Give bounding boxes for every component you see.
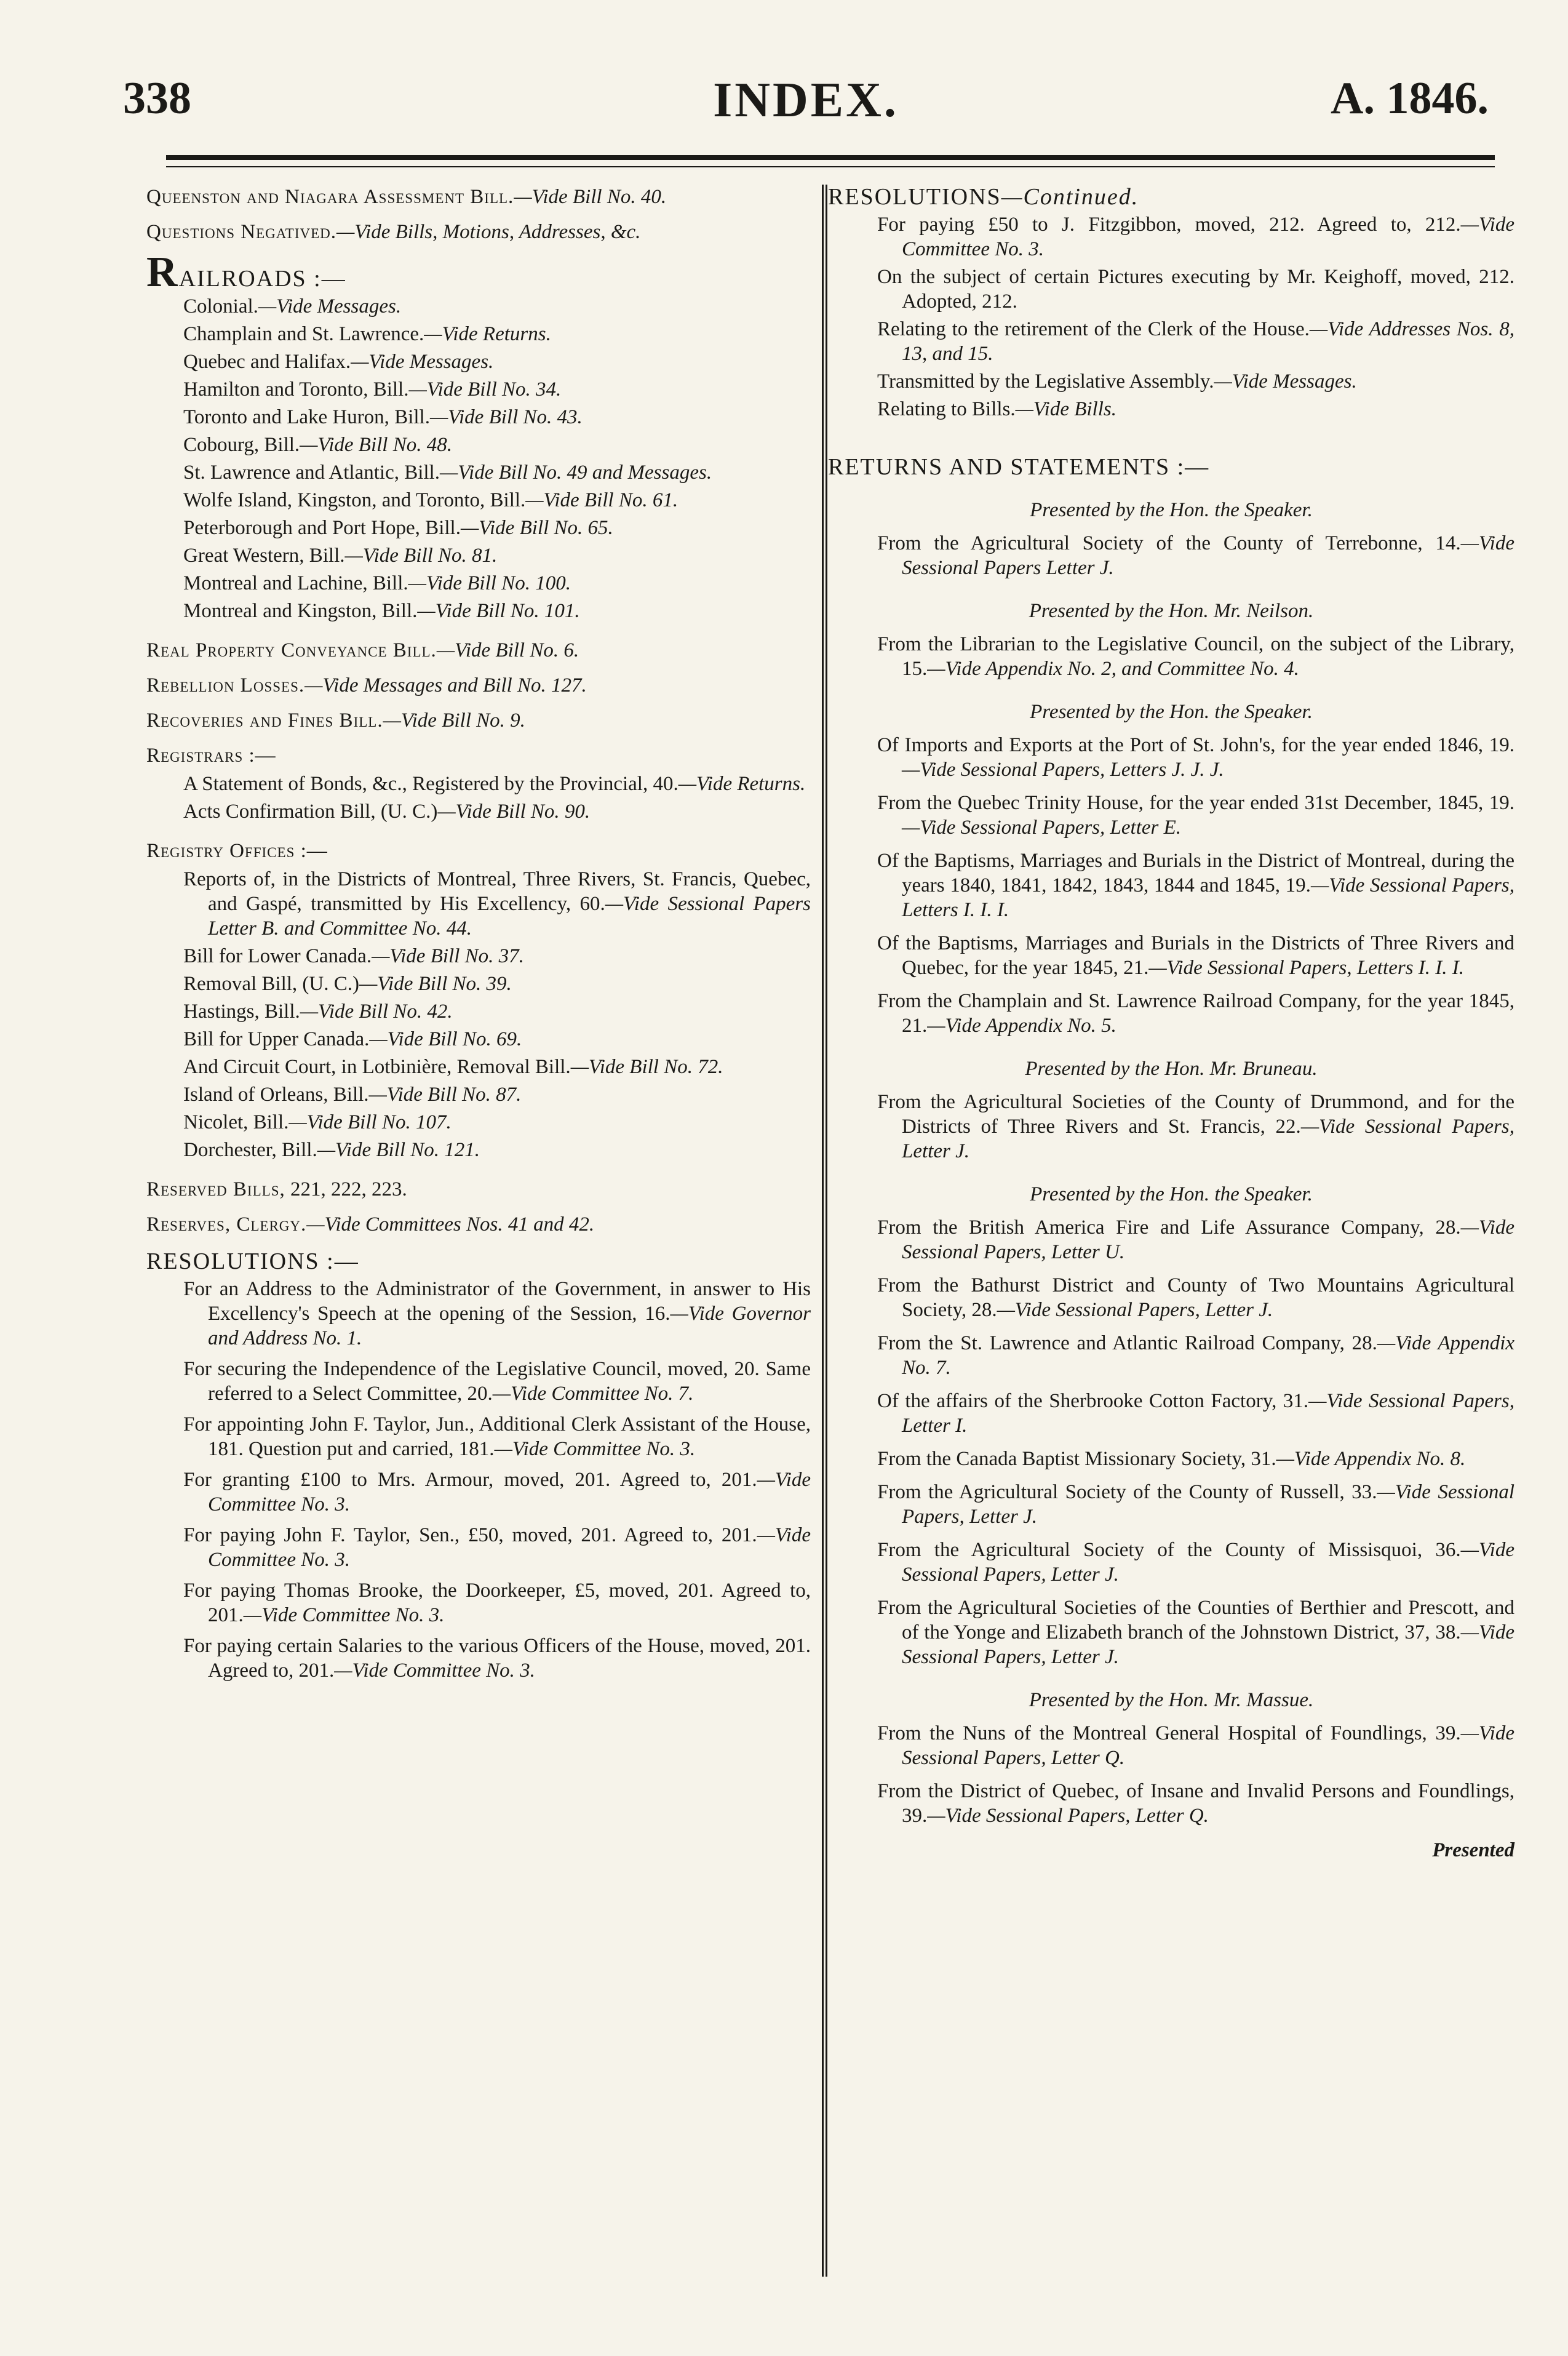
sub-entry: Acts Confirmation Bill, (U. C.)—Vide Bill No. 90. [183, 801, 591, 823]
sub-entry: Removal Bill, (U. C.)—Vide Bill No. 39. [183, 973, 512, 995]
sub-entry: From the British America Fire and Life Assurance Company, 28.—Vide Sessional Papers, Letter U. [877, 1216, 1514, 1263]
section-heading-registrars: Registrars :— [146, 745, 276, 767]
index-entry: Questions Negatived.—Vide Bills, Motions, Addresses, &c. [146, 221, 641, 243]
section-heading-registry-offices: Registry Offices :— [146, 840, 328, 862]
section-heading-returns: RETURNS AND STATEMENTS :— [828, 454, 1210, 480]
sub-entry: For paying £50 to J. Fitzgibbon, moved, 212. Agreed to, 212.—Vide Committee No. 3. [877, 214, 1514, 260]
index-entry: Reserves, Clergy.—Vide Committees Nos. 41 and 42. [146, 1213, 595, 1236]
sub-entry: From the Agricultural Society of the County of Missisquoi, 36.—Vide Sessional Papers, Letter J. [877, 1539, 1514, 1586]
header-rule-thick [166, 155, 1495, 160]
sub-entry: Relating to the retirement of the Clerk of the House.—Vide Addresses Nos. 8, 13, and 15. [877, 318, 1514, 365]
sub-entry: From the Champlain and St. Lawrence Railroad Company, for the year 1845, 21.—Vide Appendix No. 5. [877, 990, 1514, 1037]
presenter-heading: Presented by the Hon. Mr. Bruneau. [1025, 1058, 1318, 1080]
sub-entry: Of the Baptisms, Marriages and Burials in the District of Montreal, during the years 1840, 1841, 1842, 1843, 1844 and 1845, 19.—Vide Sessional Papers, Letters I. I. I. [877, 850, 1514, 921]
index-entry: Rebellion Losses.—Vide Messages and Bill No. 127. [146, 674, 587, 697]
sub-entry: Island of Orleans, Bill.—Vide Bill No. 87. [183, 1084, 522, 1106]
sub-entry: Of Imports and Exports at the Port of St. John's, for the year ended 1846, 19.—Vide Sessional Papers, Letters J. J. J. [877, 734, 1514, 781]
presenter-heading: Presented by the Hon. the Speaker. [1030, 1183, 1313, 1205]
sub-entry: Hamilton and Toronto, Bill.—Vide Bill No. 34. [183, 378, 562, 401]
sub-entry: Cobourg, Bill.—Vide Bill No. 48. [183, 434, 452, 456]
sub-entry: From the St. Lawrence and Atlantic Railroad Company, 28.—Vide Appendix No. 7. [877, 1332, 1515, 1379]
sub-entry: For paying John F. Taylor, Sen., £50, moved, 201. Agreed to, 201.—Vide Committee No. 3. [183, 1524, 811, 1571]
sub-entry: Bill for Upper Canada.—Vide Bill No. 69. [183, 1028, 522, 1050]
presenter-heading: Presented by the Hon. Mr. Neilson. [1029, 600, 1314, 622]
sub-entry: And Circuit Court, in Lotbinière, Removal Bill.—Vide Bill No. 72. [183, 1056, 723, 1078]
sub-entry: Great Western, Bill.—Vide Bill No. 81. [183, 545, 498, 567]
sub-entry: For an Address to the Administrator of the Government, in answer to His Excellency's Speech at the opening of the Session, 16.—Vide Governor and Address No. 1. [183, 1278, 811, 1349]
page-title: INDEX. [713, 73, 899, 127]
sub-entry: St. Lawrence and Atlantic, Bill.—Vide Bill No. 49 and Messages. [183, 461, 712, 484]
page-header [123, 73, 1489, 140]
sub-entry: Relating to Bills.—Vide Bills. [877, 398, 1116, 420]
sub-entry: Champlain and St. Lawrence.—Vide Returns. [183, 323, 551, 345]
header-rule-thin [166, 166, 1495, 167]
section-heading-resolutions: RESOLUTIONS :— [146, 1248, 359, 1274]
sub-entry: From the Agricultural Societies of the County of Drummond, and for the Districts of Three Rivers and St. Francis, 22.—Vide Sessional Papers, Letter J. [877, 1091, 1514, 1162]
index-entry: Reserved Bills, 221, 222, 223. [146, 1178, 407, 1200]
sub-entry: Dorchester, Bill.—Vide Bill No. 121. [183, 1139, 480, 1161]
sub-entry: From the Agricultural Society of the County of Russell, 33.—Vide Sessional Papers, Letter J. [877, 1481, 1514, 1528]
section-heading-resolutions-continued: RESOLUTIONS—Continued. [828, 184, 1139, 210]
presenter-heading: Presented by the Hon. Mr. Massue. [1029, 1689, 1314, 1711]
sub-entry: For paying Thomas Brooke, the Doorkeeper, £5, moved, 201. Agreed to, 201.—Vide Committee No. 3. [183, 1579, 811, 1626]
section-heading-railroads: RAILROADS :— [146, 249, 346, 296]
sub-entry: From the Quebec Trinity House, for the year ended 31st December, 1845, 19.—Vide Sessional Papers, Letter E. [877, 792, 1514, 839]
index-entry: Recoveries and Fines Bill.—Vide Bill No. 9. [146, 709, 525, 732]
sub-entry: Colonial.—Vide Messages. [183, 295, 402, 317]
sub-entry: Bill for Lower Canada.—Vide Bill No. 37. [183, 945, 524, 967]
sub-entry: From the Librarian to the Legislative Council, on the subject of the Library, 15.—Vide Appendix No. 2, and Committee No. 4. [877, 633, 1514, 680]
sub-entry: On the subject of certain Pictures executing by Mr. Keighoff, moved, 212. Adopted, 212. [877, 266, 1514, 313]
sub-entry: From the Nuns of the Montreal General Hospital of Foundlings, 39.—Vide Sessional Papers, Letter Q. [877, 1722, 1514, 1769]
right-column [828, 185, 1514, 1863]
sub-entry: Toronto and Lake Huron, Bill.—Vide Bill No. 43. [183, 406, 583, 428]
presenter-heading: Presented by the Hon. the Speaker. [1030, 701, 1313, 723]
sub-entry: For appointing John F. Taylor, Jun., Additional Clerk Assistant of the House, 181. Question put and carried, 181.—Vide Committee No. 3. [183, 1413, 811, 1460]
index-entry: Real Property Conveyance Bill.—Vide Bill No. 6. [146, 639, 579, 661]
sub-entry: Of the affairs of the Sherbrooke Cotton Factory, 31.—Vide Sessional Papers, Letter I. [877, 1390, 1514, 1437]
sub-entry: For paying certain Salaries to the various Officers of the House, moved, 201. Agreed to, 201.—Vide Committee No. 3. [183, 1635, 811, 1682]
sub-entry: From the Canada Baptist Missionary Society, 31.—Vide Appendix No. 8. [877, 1448, 1466, 1470]
sub-entry: Quebec and Halifax.—Vide Messages. [183, 351, 494, 373]
sub-entry: For granting £100 to Mrs. Armour, moved, 201. Agreed to, 201.—Vide Committee No. 3. [183, 1469, 811, 1515]
resolutions-continued [828, 185, 1514, 421]
sub-entry: From the District of Quebec, of Insane and Invalid Persons and Foundlings, 39.—Vide Sessional Papers, Letter Q. [877, 1780, 1514, 1827]
sub-entry: Of the Baptisms, Marriages and Burials in the Districts of Three Rivers and Quebec, for the year 1845, 21.—Vide Sessional Papers, Letters I. I. I. [877, 932, 1514, 979]
sub-entry: From the Agricultural Society of the County of Terrebonne, 14.—Vide Sessional Papers Letter J. [877, 532, 1514, 579]
sub-entry: Hastings, Bill.—Vide Bill No. 42. [183, 1000, 453, 1023]
sub-entry: Montreal and Lachine, Bill.—Vide Bill No. 100. [183, 572, 571, 594]
page-number: 338 [123, 73, 191, 124]
sub-entry: From the Bathurst District and County of Two Mountains Agricultural Society, 28.—Vide Sessional Papers, Letter J. [877, 1274, 1514, 1321]
sub-entry: Transmitted by the Legislative Assembly.—Vide Messages. [877, 370, 1357, 393]
sub-entry: Nicolet, Bill.—Vide Bill No. 107. [183, 1111, 452, 1133]
catchword: Presented [1432, 1839, 1514, 1861]
page-year: A. 1846. [1331, 73, 1489, 124]
sub-entry: Montreal and Kingston, Bill.—Vide Bill No. 101. [183, 600, 580, 622]
sub-entry: For securing the Independence of the Legislative Council, moved, 20. Same referred to a Select Committee, 20.—Vide Committee No. 7. [183, 1358, 811, 1405]
presenter-heading: Presented by the Hon. the Speaker. [1030, 499, 1313, 521]
sub-entry: Reports of, in the Districts of Montreal, Three Rivers, St. Francis, Quebec, and Gaspé, transmitted by His Excellency, 60.—Vide Sessional Papers Letter B. and Committee No. 44. [183, 868, 811, 940]
index-entry: Queenston and Niagara Assessment Bill.—Vide Bill No. 40. [146, 186, 667, 208]
sub-entry: Wolfe Island, Kingston, and Toronto, Bill.—Vide Bill No. 61. [183, 489, 679, 511]
column-separator [822, 185, 827, 2277]
sub-entry: Peterborough and Port Hope, Bill.—Vide Bill No. 65. [183, 517, 613, 539]
left-column [146, 185, 811, 1686]
sub-entry: From the Agricultural Societies of the Counties of Berthier and Prescott, and of the Yonge and Elizabeth branch of the Johnstown District, 37, 38.—Vide Sessional Papers, Letter J. [877, 1597, 1514, 1668]
sub-entry: A Statement of Bonds, &c., Registered by the Provincial, 40.—Vide Returns. [183, 773, 806, 795]
